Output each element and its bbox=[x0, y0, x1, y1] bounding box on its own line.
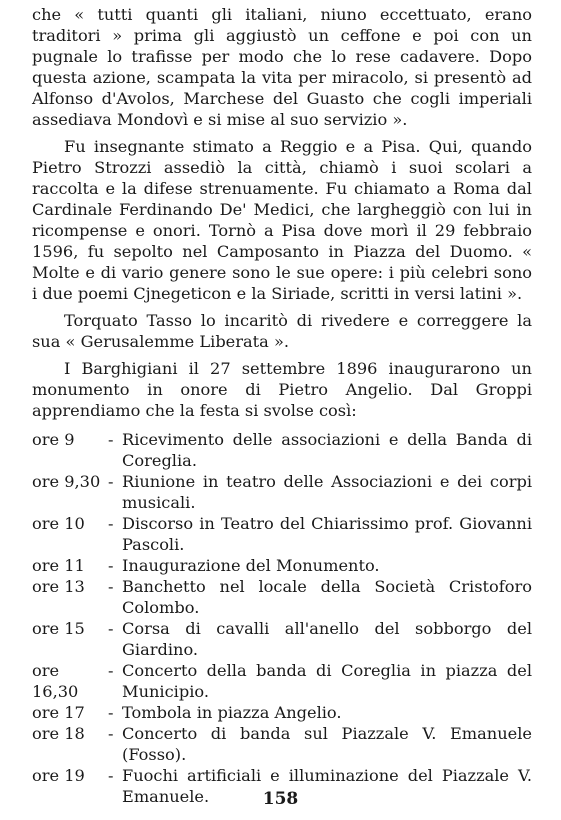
paragraph-monument: I Barghigiani il 27 settembre 1896 inaugurarono un monumento in onore di Pietro Angelio. Dal Groppi apprendiamo che la festa si svolse così: bbox=[32, 359, 532, 420]
schedule-dash: - bbox=[108, 724, 114, 743]
schedule-row bbox=[32, 618, 532, 660]
schedule-row bbox=[32, 471, 532, 513]
schedule-text: Fuochi artificiali e illuminazione del Piazzale V. Emanuele. bbox=[122, 766, 532, 806]
schedule-row bbox=[32, 429, 532, 471]
schedule-dash: - bbox=[108, 661, 114, 680]
schedule-row bbox=[32, 576, 532, 618]
schedule-dash: - bbox=[108, 577, 114, 596]
schedule-row bbox=[32, 513, 532, 555]
paragraph-tasso: Torquato Tasso lo incaritò di rivedere e correggere la sua « Gerusalemme Liberata ». bbox=[32, 311, 532, 351]
schedule-dash: - bbox=[108, 619, 114, 638]
schedule-time: ore 11 bbox=[32, 556, 85, 575]
schedule-text: Inaugurazione del Monumento. bbox=[122, 556, 380, 575]
schedule-text: Discorso in Teatro del Chiarissimo prof. Giovanni Pascoli. bbox=[122, 514, 532, 554]
schedule-time: ore 17 bbox=[32, 703, 85, 722]
schedule-dash: - bbox=[108, 556, 114, 575]
schedule-text: Banchetto nel locale della Società Cristoforo Colombo. bbox=[122, 577, 532, 617]
schedule-dash: - bbox=[108, 430, 114, 449]
schedule-row bbox=[32, 660, 532, 702]
schedule-row bbox=[32, 723, 532, 765]
schedule-dash: - bbox=[108, 472, 114, 491]
schedule-text: Concerto della banda di Coreglia in piazza del Municipio. bbox=[122, 661, 532, 701]
schedule-text: Riunione in teatro delle Associazioni e dei corpi musicali. bbox=[122, 472, 532, 512]
schedule-time: ore 15 bbox=[32, 619, 85, 638]
schedule-time: ore 18 bbox=[32, 724, 85, 743]
schedule-row bbox=[32, 555, 532, 576]
paragraph-quote-end: che « tutti quanti gli italiani, niuno eccettuato, erano traditori » prima gli aggiustò un ceffone e poi con un pugnale lo trafisse per modo che lo rese cadavere. Dopo questa azione, scampata la vita per miracolo, si presentò ad Alfonso d'Avolos, Marchese del Guasto che cogli imperiali assediava Mondovì e si mise al suo servizio ». bbox=[32, 5, 532, 129]
page-number: 158 bbox=[262, 789, 299, 809]
schedule-dash: - bbox=[108, 703, 114, 722]
schedule-text: Ricevimento delle associazioni e della Banda di Coreglia. bbox=[122, 430, 532, 470]
schedule-text: Corsa di cavalli all'anello del sobborgo del Giardino. bbox=[122, 619, 532, 659]
schedule-text: Concerto di banda sul Piazzale V. Emanuele (Fosso). bbox=[122, 724, 532, 764]
schedule-time: ore 19 bbox=[32, 766, 85, 785]
schedule-time: ore 10 bbox=[32, 514, 85, 533]
page-body bbox=[32, 4, 532, 807]
paragraph-career: Fu insegnante stimato a Reggio e a Pisa. Qui, quando Pietro Strozzi assediò la città, chiamò i suoi scolari a raccolta e la difese strenuamente. Fu chiamato a Roma dal Cardinale Ferdinando De' Medici, che largheggiò con lui in ricompense e onori. Tornò a Pisa dove morì il 29 febbraio 1596, fu sepolto nel Camposanto in Piazza del Duomo. « Molte e di vario genere sono le sue opere: i più celebri sono i due poemi Cjnegeticon e la Siriade, scritti in versi latini ». bbox=[32, 137, 532, 303]
schedule-time: ore 13 bbox=[32, 577, 85, 596]
schedule-row bbox=[32, 702, 532, 723]
schedule-time: ore 9 bbox=[32, 430, 75, 449]
schedule-text: Tombola in piazza Angelio. bbox=[122, 703, 342, 722]
schedule-time: ore 16,30 bbox=[32, 661, 79, 701]
schedule-dash: - bbox=[108, 766, 114, 785]
schedule-time: ore 9,30 bbox=[32, 472, 101, 491]
schedule-dash: - bbox=[108, 514, 114, 533]
festival-schedule bbox=[32, 429, 532, 807]
